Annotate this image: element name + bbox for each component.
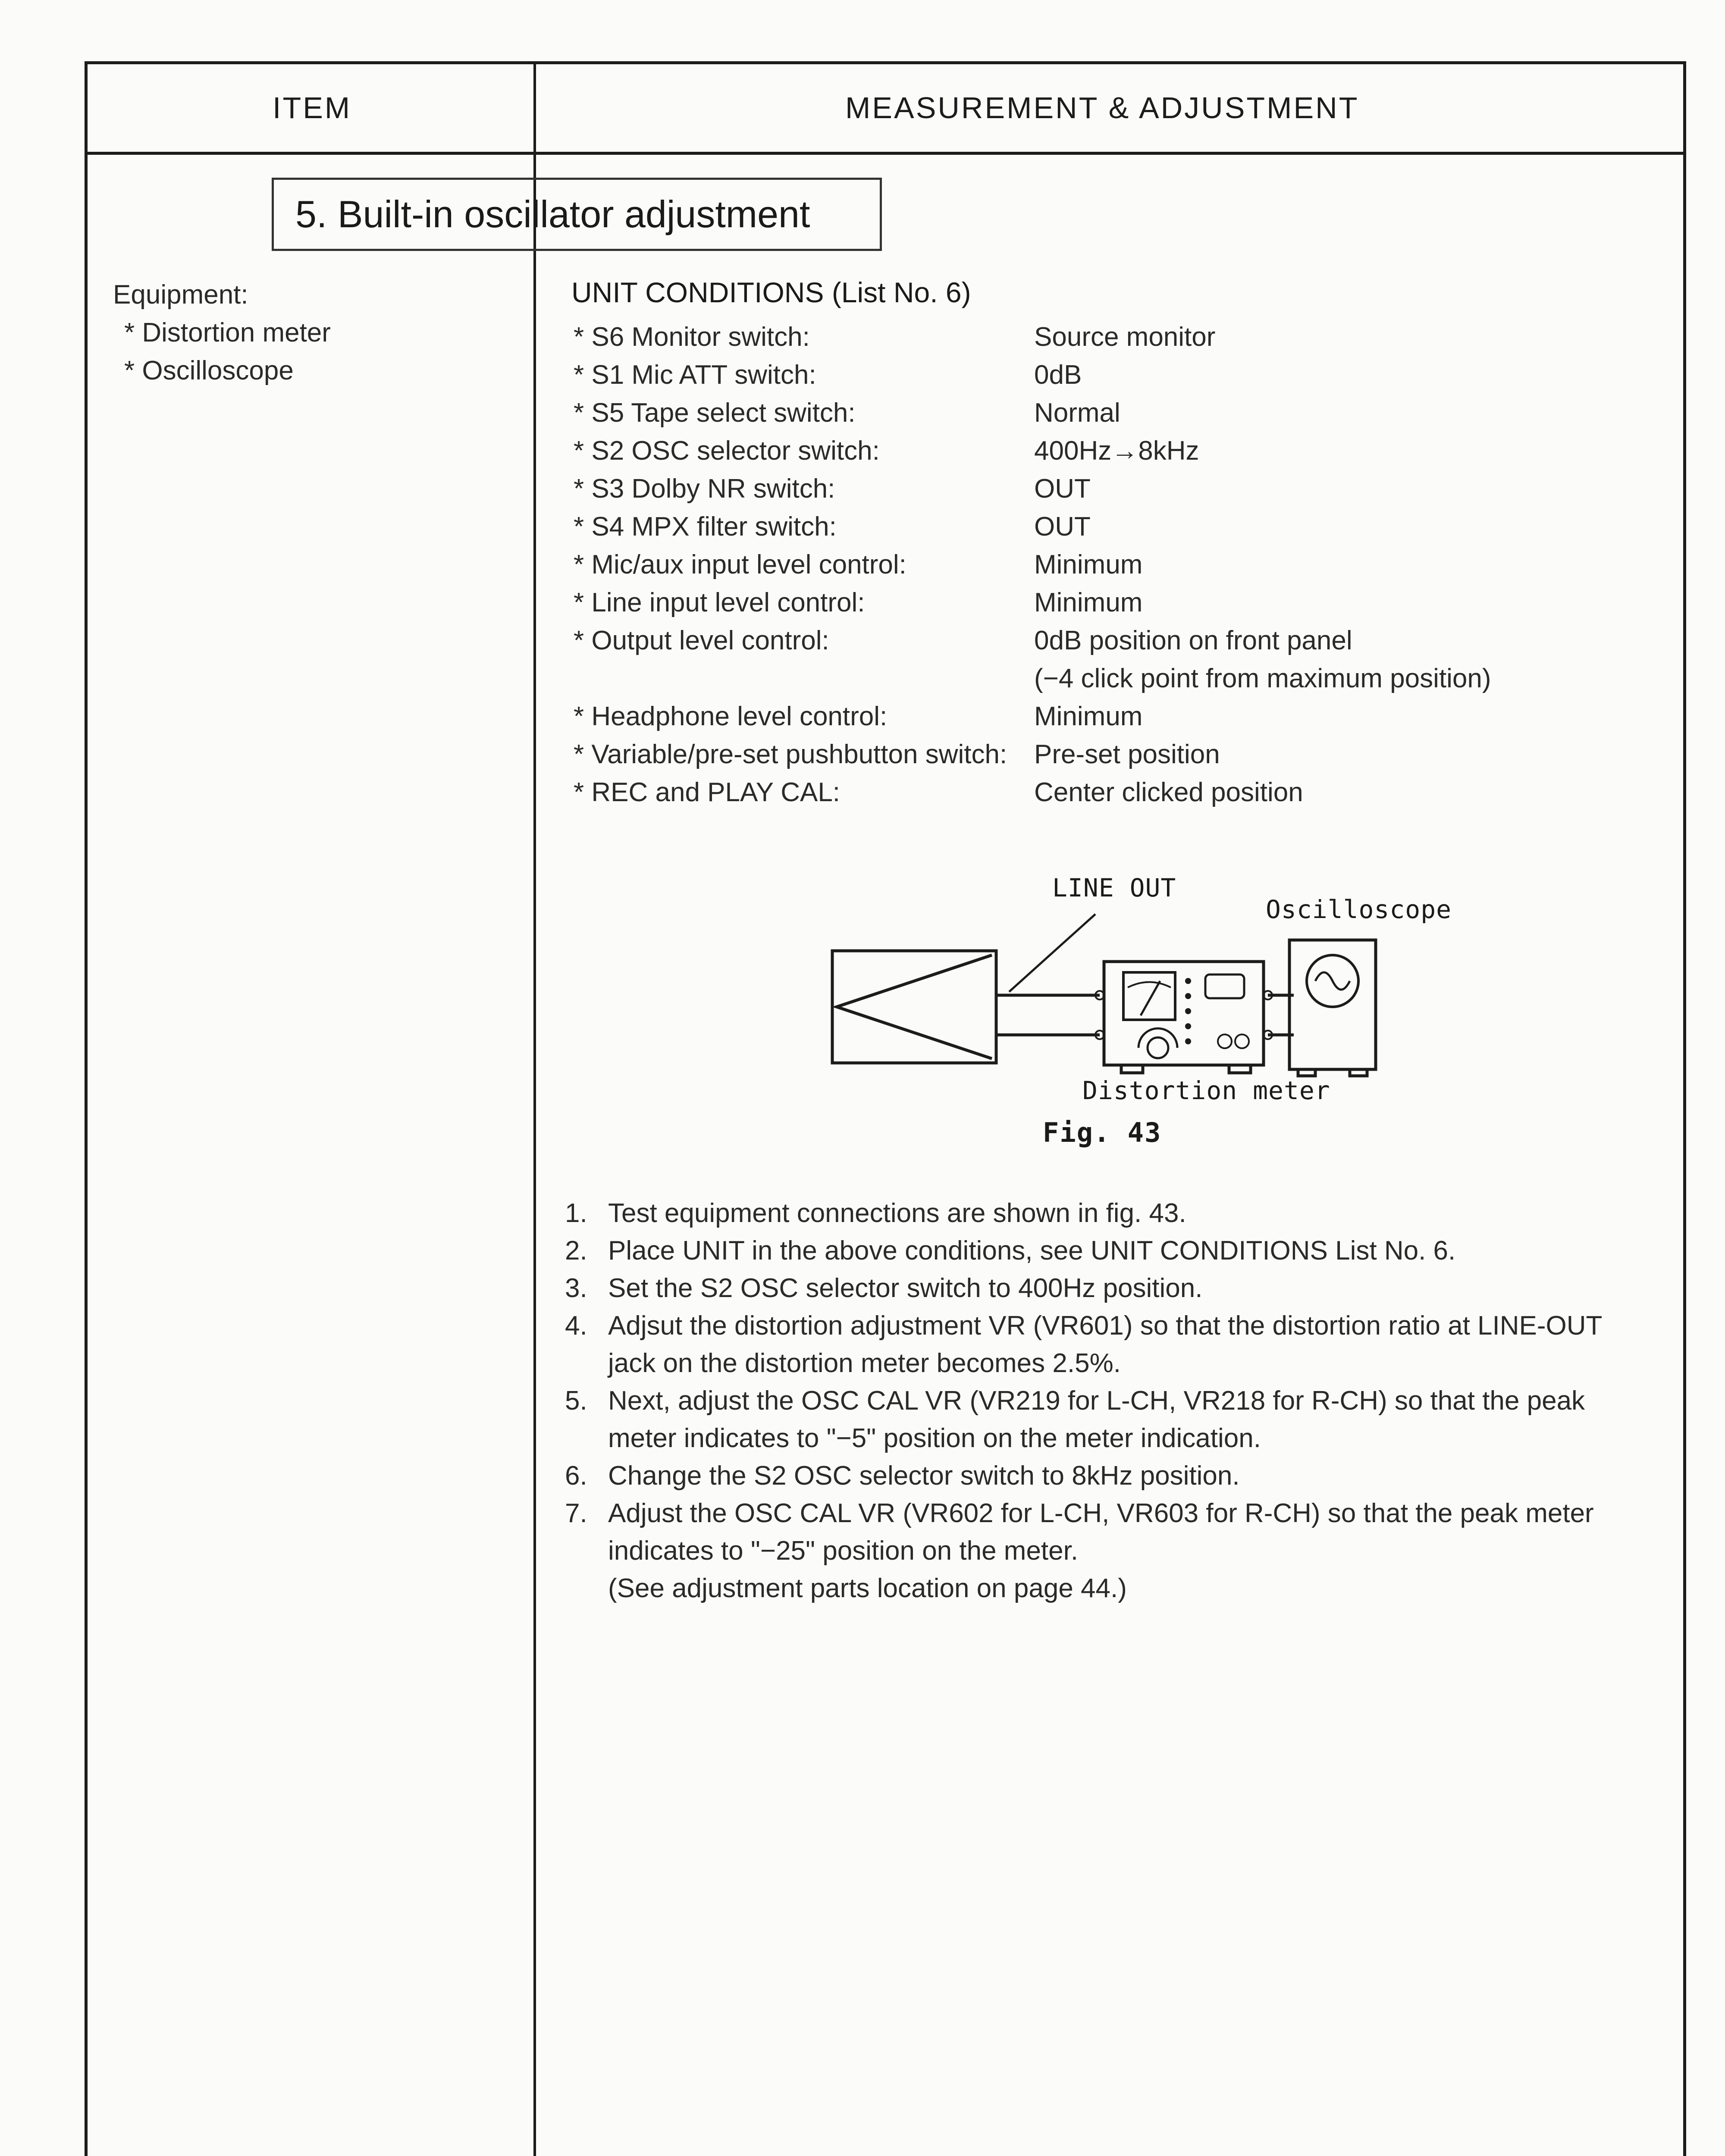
step-text: Adjsut the distortion adjustment VR (VR601) so that the distortion ratio at LINE-OUT jack on the distortion meter becomes 2.5%. [608,1311,1602,1378]
figure-caption: Fig. 43 [1043,1117,1162,1148]
list-item [565,1495,1652,1570]
condition-label: * S2 OSC selector switch: [574,436,880,466]
list-item [565,1269,1652,1307]
condition-label: * S6 Monitor switch: [574,322,810,352]
condition-value: Minimum [1034,550,1143,580]
unit-conditions-list-ref: (List No. 6) [831,276,971,308]
led [1185,1023,1191,1029]
led [1185,978,1191,984]
oscilloscope-foot [1350,1069,1367,1076]
condition-label: * S5 Tape select switch: [574,398,856,428]
led [1185,993,1191,999]
step-text: Place UNIT in the above conditions, see UNIT CONDITIONS List No. 6. [608,1236,1456,1266]
list-item [565,1382,1652,1457]
condition-label [574,660,1007,698]
procedure-steps [565,1194,1652,1607]
condition-value: (−4 click point from maximum position) [1034,664,1491,693]
condition-value: 0dB position on front panel [1034,626,1352,655]
distortion-meter-body [1104,962,1264,1065]
step-number: 5. [565,1386,587,1416]
unit-box [832,951,996,1063]
step-text: Change the S2 OSC selector switch to 8kHz position. [608,1461,1240,1491]
condition-value: Pre-set position [1034,740,1220,769]
condition-labels [574,318,1007,812]
condition-value: Minimum [1034,702,1143,731]
line-out-label: LINE OUT [1052,873,1176,903]
condition-label: * Headphone level control: [574,702,888,731]
meter-dial [1123,972,1175,1020]
condition-value: 400Hz→8kHz [1034,436,1199,466]
equipment-list [113,276,331,390]
condition-value: Minimum [1034,588,1143,617]
section-title: 5. Built-in oscillator adjustment [272,178,882,251]
condition-value: OUT [1034,512,1091,542]
step-text: Next, adjust the OSC CAL VR (VR219 for L-CH, VR218 for R-CH) so that the peak meter indicates to "−5" position on the meter indication. [608,1386,1585,1453]
unit-triangle-symbol [837,955,992,1059]
header-measurement: MEASUREMENT & ADJUSTMENT [845,91,1359,125]
unit-conditions-title: UNIT CONDITIONS [571,276,824,308]
condition-value: Normal [1034,398,1120,428]
list-item [565,1307,1652,1382]
condition-label: * Line input level control: [574,588,865,617]
equipment-item: * Distortion meter [124,318,331,348]
condition-value: OUT [1034,474,1091,504]
condition-value: Source monitor [1034,322,1216,352]
oscilloscope-foot [1298,1069,1315,1076]
column-divider [533,61,536,2156]
distortion-meter-label: Distortion meter [1082,1076,1330,1105]
step-text: Set the S2 OSC selector switch to 400Hz position. [608,1273,1203,1303]
step-number: 1. [565,1198,587,1228]
led [1185,1008,1191,1014]
list-item [565,1457,1652,1495]
oscilloscope-label: Oscilloscope [1266,895,1452,924]
distortion-meter-foot [1229,1065,1251,1073]
condition-label: * S3 Dolby NR switch: [574,474,835,504]
meter-scale [1128,982,1171,988]
equipment-label: Equipment: [113,280,248,310]
step-number: 4. [565,1311,587,1341]
step-number [565,1570,608,1607]
list-item [565,1194,1652,1232]
small-meter [1205,975,1244,998]
header-item: ITEM [273,91,352,125]
line-out-pointer [1009,914,1095,992]
condition-label: * REC and PLAY CAL: [574,777,841,807]
sine-wave [1315,972,1350,990]
step-number: 3. [565,1273,587,1303]
unit-conditions-heading [571,276,971,309]
condition-value: Center clicked position [1034,777,1303,807]
distortion-meter-foot [1121,1065,1143,1073]
oscilloscope-body [1289,940,1376,1069]
knob [1235,1034,1249,1048]
step-text: Adjust the OSC CAL VR (VR602 for L-CH, VR603 for R-CH) so that the peak meter indicates to "−25" position on the meter. [608,1498,1594,1566]
step-number: 7. [565,1498,587,1528]
condition-value: 0dB [1034,360,1082,390]
condition-values [1034,318,1491,812]
list-item [565,1570,1652,1607]
led [1185,1038,1191,1044]
condition-label: * Mic/aux input level control: [574,550,906,580]
knob [1148,1037,1168,1058]
equipment-item: * Oscilloscope [124,356,294,385]
step-number: 6. [565,1461,587,1491]
condition-label: * S4 MPX filter switch: [574,512,837,542]
step-number: 2. [565,1236,587,1266]
step-text: (See adjustment parts location on page 44.) [608,1573,1127,1603]
knob [1218,1034,1232,1048]
condition-label: * S1 Mic ATT switch: [574,360,816,390]
header-divider [85,152,1686,155]
list-item [565,1232,1652,1269]
meter-needle [1141,981,1160,1015]
condition-label: * Variable/pre-set pushbutton switch: [574,740,1007,769]
step-text: Test equipment connections are shown in fig. 43. [608,1198,1186,1228]
condition-label: * Output level control: [574,626,829,655]
